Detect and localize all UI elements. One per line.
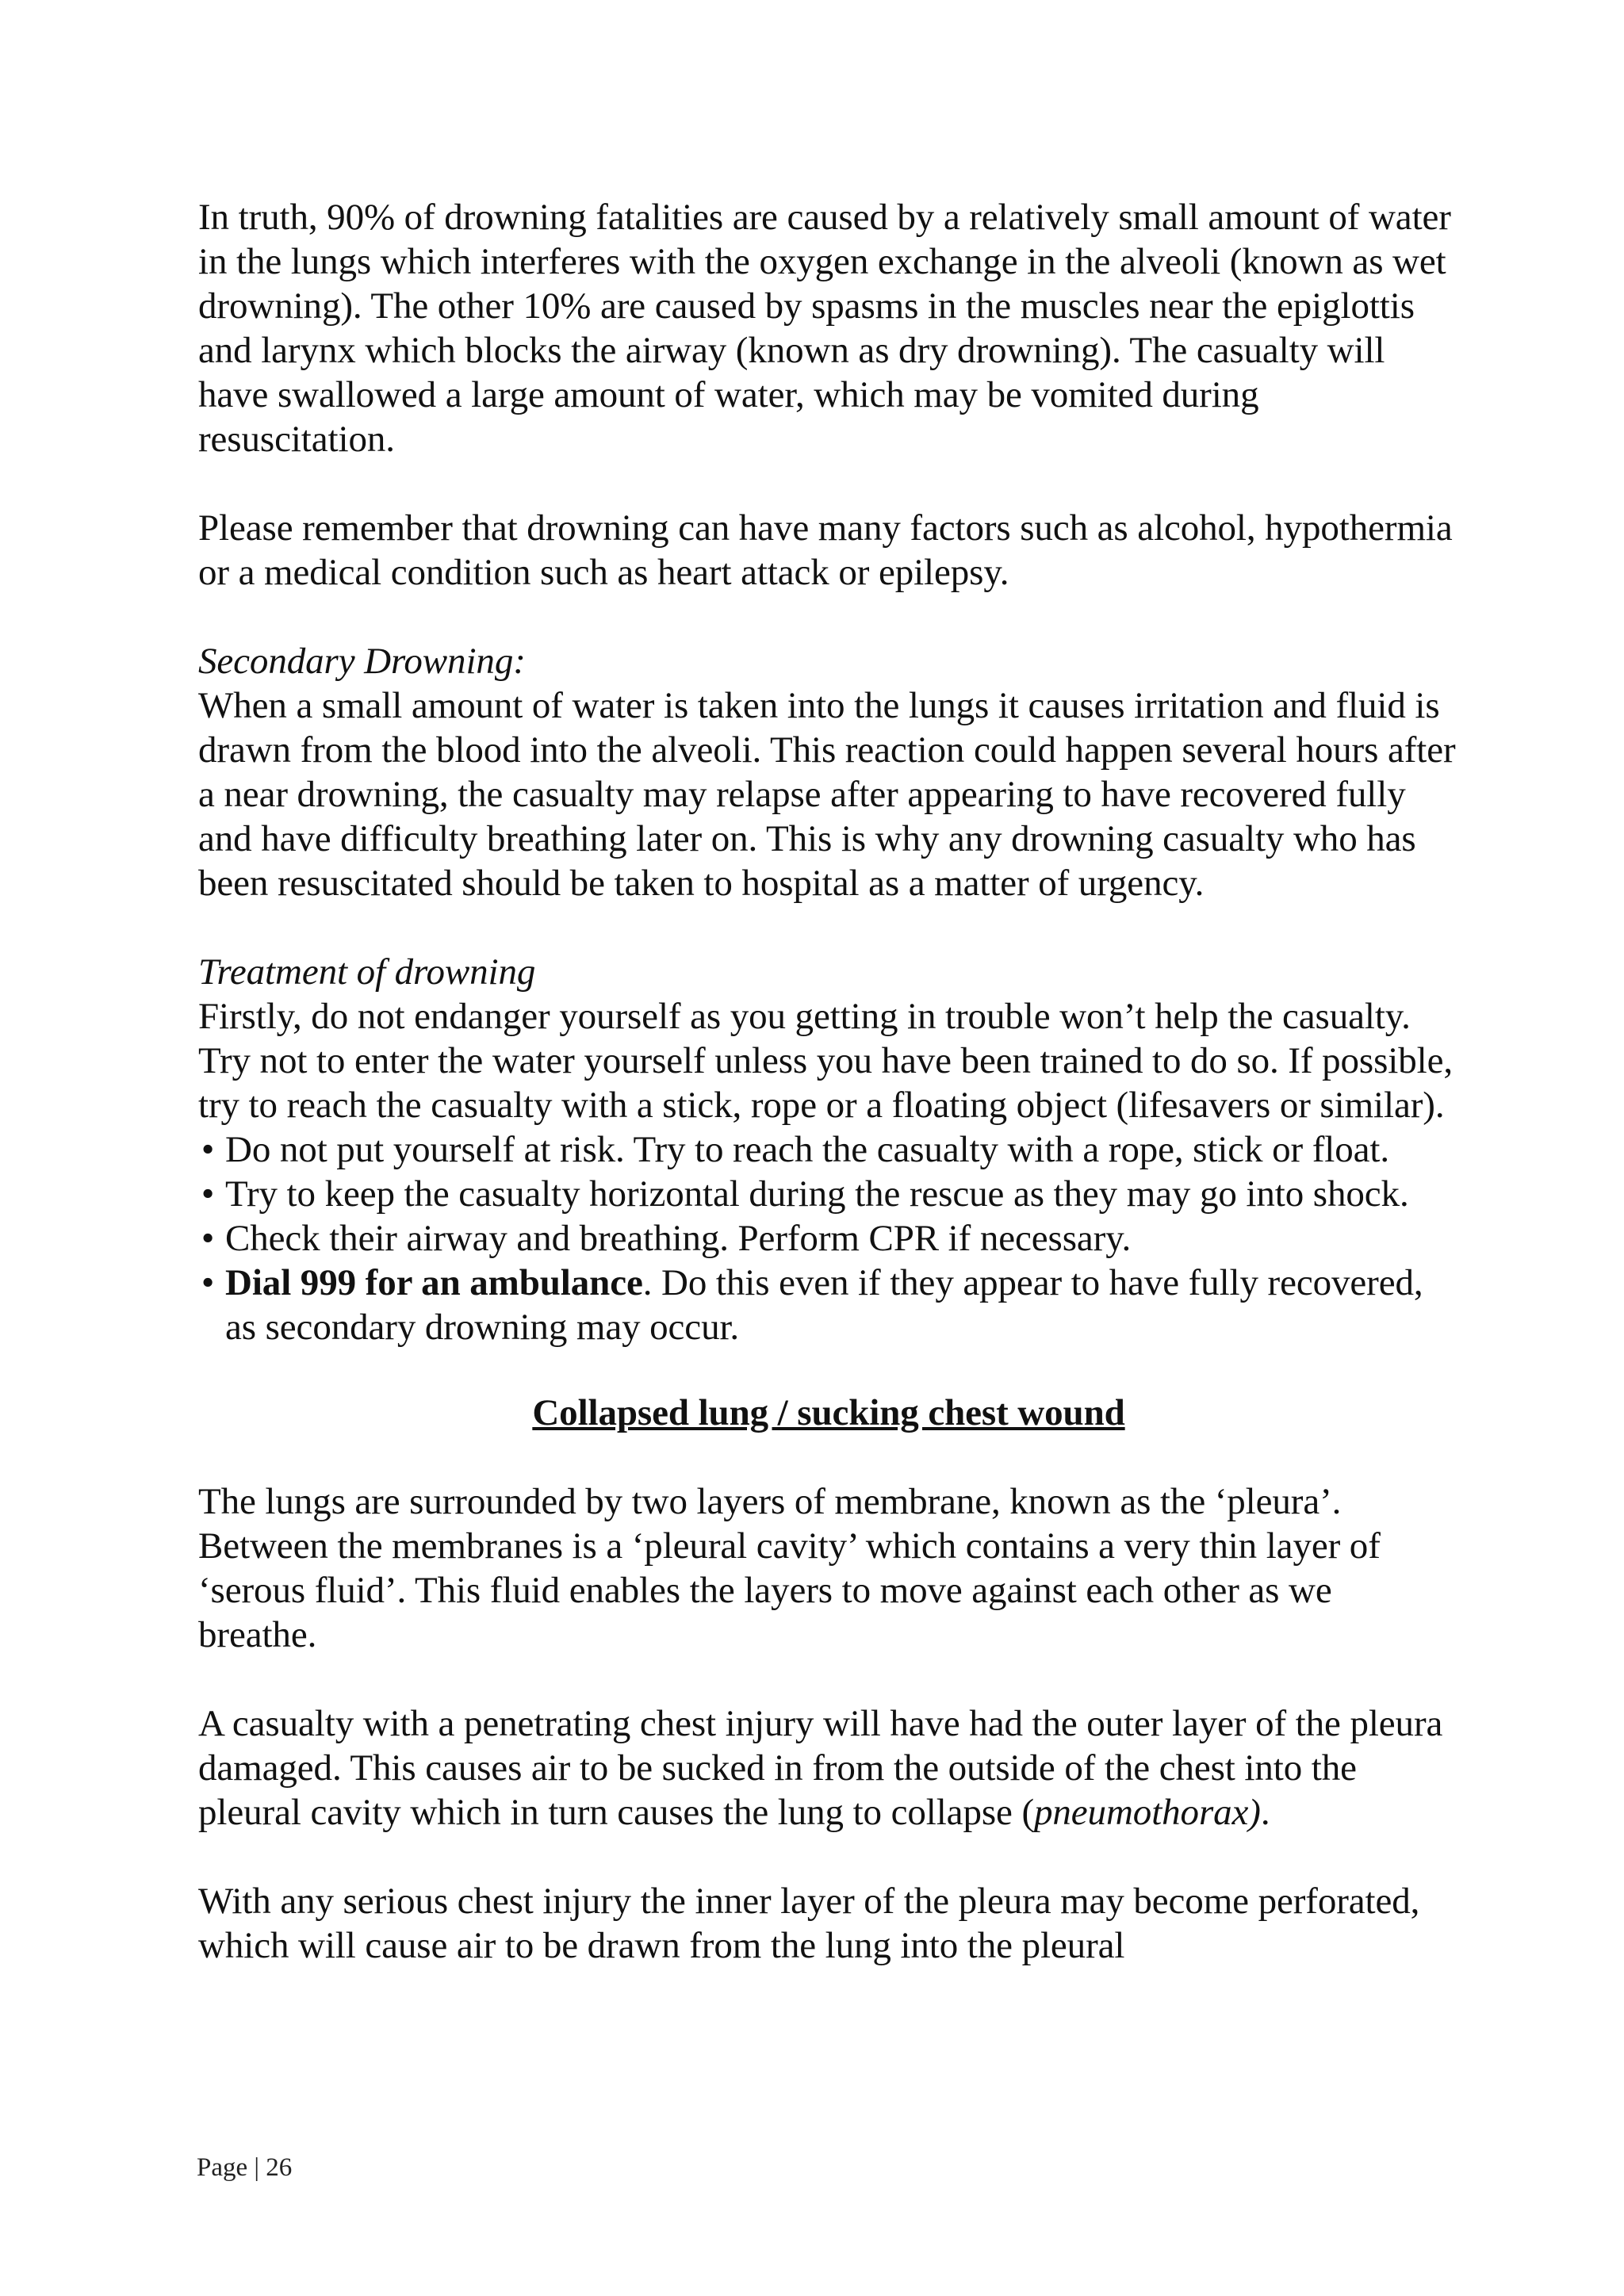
bullet-emphasis: Dial 999 for an ambulance [225,1262,643,1303]
bullet-text [225,1261,1459,1349]
bullet-text: Check their airway and breathing. Perform CPR if necessary. [225,1218,1132,1259]
pneumothorax-term: pneumothorax) [1034,1792,1261,1833]
subheading-treatment: Treatment of drowning [198,951,536,993]
paragraph-treatment-intro: Firstly, do not endanger yourself as you getting in trouble won’t help the casualty. Try not to enter the water yourself unless you have been trained to do so. If possible, try to reach the casualty with a stick, rope or a floating object (lifesavers or similar). [198,996,1454,1126]
list-item [198,1216,1459,1261]
page-body [198,195,1459,1968]
treatment-bullet-list [198,1127,1459,1349]
paragraph-pneumothorax [198,1701,1459,1835]
paragraph-drowning-factors: Please remember that drowning can have many factors such as alcohol, hypothermia or a medical condition such as heart attack or epilepsy. [198,507,1453,593]
paragraph-pneumothorax-text: A casualty with a penetrating chest injury will have had the outer layer of the pleura damaged. This causes air to be sucked in from the outside of the chest into the pleural cavity which in turn causes the lung to collapse ( [198,1703,1443,1833]
list-item [198,1261,1459,1349]
paragraph-pneumothorax-end: . [1260,1792,1270,1833]
paragraph-pleura: The lungs are surrounded by two layers of membrane, known as the ‘pleura’. Between the membranes is a ‘pleural cavity’ which contains a very thin layer of ‘serous fluid’. This fluid enables the layers to move against each other as we breathe. [198,1481,1381,1655]
bullet-icon: • [201,1218,215,1259]
subheading-secondary-drowning: Secondary Drowning: [198,641,526,682]
bullet-icon: • [201,1173,215,1215]
bullet-text-rest: . Do this even if they appear to have fully recovered, as secondary drowning may occur. [225,1262,1423,1348]
bullet-text: Do not put yourself at risk. Try to reach the casualty with a rope, stick or float. [225,1129,1389,1170]
page-number: Page | 26 [197,2153,293,2182]
paragraph-drowning-causes: In truth, 90% of drowning fatalities are caused by a relatively small amount of water in the lungs which interferes with the oxygen exchange in the alveoli (known as wet drowning). The other 10% are caused by spasms in the muscles near the epiglottis and larynx which blocks the airway (known as dry drowning). The casualty will have swallowed a large amount of water, which may be vomited during resuscitation. [198,197,1451,460]
bullet-icon: • [201,1262,215,1303]
list-item [198,1127,1459,1172]
paragraph-inner-pleura: With any serious chest injury the inner layer of the pleura may become perforated, which will cause air to be drawn from the lung into the pleural [198,1881,1420,1966]
list-item [198,1172,1459,1216]
bullet-icon: • [201,1129,215,1170]
section-heading: Collapsed lung / sucking chest wound [532,1392,1125,1433]
bullet-text: Try to keep the casualty horizontal during the rescue as they may go into shock. [225,1173,1409,1215]
paragraph-secondary-drowning: When a small amount of water is taken into the lungs it causes irritation and fluid is drawn from the blood into the alveoli. This reaction could happen several hours after a near drowning, the casualty may relapse after appearing to have recovered fully and have difficulty breathing later on. This is why any drowning casualty who has been resuscitated should be taken to hospital as a matter of urgency. [198,685,1456,904]
